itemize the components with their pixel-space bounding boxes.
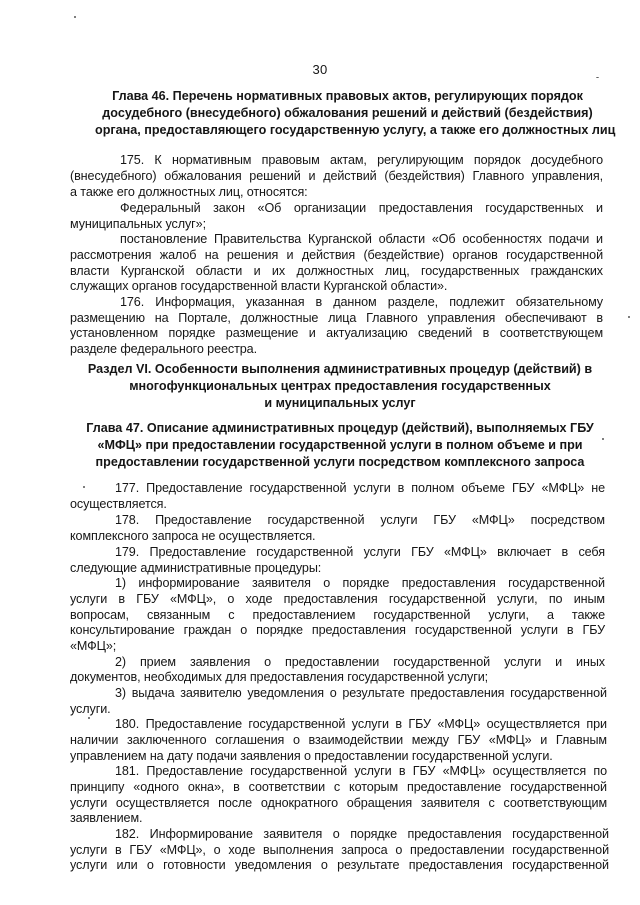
text-line: комплексного запроса не осуществляется. (70, 529, 316, 543)
heading-line: Глава 47. Описание административных процедур (действий), выполняемых ГБУ (86, 421, 594, 435)
heading-line: предоставлении государственной услуги посредством комплексного запроса (95, 455, 585, 469)
text-line: наличии заключенного соглашения о взаимодействии между ГБУ «МФЦ» и Главным (70, 733, 607, 747)
heading-line: «МФЦ» при предоставлении государственной услуги в полном объеме и при (97, 438, 583, 452)
heading-line: и муниципальных услуг (264, 396, 416, 410)
text-line: рассмотрения жалоб на решения и действия (бездействие) органов государственной (70, 248, 603, 262)
scan-speck (83, 486, 85, 488)
text-line: консультирование граждан о порядке предоставления государственной услуги в ГБУ (70, 623, 605, 637)
text-line: (внесудебного) обжалования решений и действий (бездействия) Главного управления, (70, 169, 603, 183)
scan-speck (74, 16, 76, 18)
text-line: принципу «одного окна», в соответствии с которым предоставление государственной (70, 780, 607, 794)
text-line: установленном порядке размещение и актуализацию сведений в соответствующем (70, 326, 603, 340)
text-line: а также его должностных лиц, относятся: (70, 185, 308, 199)
scan-speck (88, 717, 90, 719)
text-line: вопросам, связанным с предоставлением государственной услуги, а также (70, 608, 605, 622)
text-line: услуги или о готовности уведомления о результате предоставления государственной (70, 858, 609, 872)
text-line: 179. Предоставление государственной услуги ГБУ «МФЦ» включает в себя (115, 545, 605, 559)
text-line: 177. Предоставление государственной услуги в полном объеме ГБУ «МФЦ» не (115, 481, 605, 495)
text-line: 175. К нормативным правовым актам, регулирующим порядок досудебного (120, 153, 603, 167)
section-6-heading (80, 361, 600, 412)
scan-speck (596, 77, 599, 78)
text-line: размещению на Портале, должностные лица Главного управления обеспечивают в (70, 311, 603, 325)
text-line: Федеральный закон «Об организации предоставления государственных и (120, 201, 603, 215)
text-line: услуги в ГБУ «МФЦ», о ходе предоставления государственной услуги, по иным (70, 592, 605, 606)
scan-speck (602, 438, 604, 440)
text-line: 181. Предоставление государственной услуги в ГБУ «МФЦ» осуществляется по (115, 764, 607, 778)
chapter-46-heading (95, 88, 616, 139)
text-line: 176. Информация, указанная в данном разделе, подлежит обязательному (120, 295, 603, 309)
text-line: следующие административные процедуры: (70, 561, 322, 575)
text-line: разделе федерального реестра. (70, 342, 257, 356)
text-line: осуществляется. (70, 497, 167, 511)
text-line: услуги в ГБУ «МФЦ», о ходе выполнения запроса о предоставлении государственной (70, 843, 609, 857)
text-line: 178. Предоставление государственной услуги ГБУ «МФЦ» посредством (115, 513, 605, 527)
text-line: постановление Правительства Курганской области «Об особенностях подачи и (120, 232, 603, 246)
heading-line: досудебного (внесудебного) обжалования решений и действий (бездействия) (102, 106, 593, 120)
text-line: 1) информирование заявителя о порядке предоставления государственной (115, 576, 605, 590)
chapter-47-heading (80, 420, 600, 471)
page-number: 30 (312, 62, 328, 77)
heading-line: Раздел VI. Особенности выполнения административных процедур (действий) в (87, 362, 593, 376)
text-line: управлением на дату подачи заявления о предоставлении государственной услуги. (70, 749, 553, 763)
heading-line: многофункциональных центрах предоставления государственных (129, 379, 551, 393)
text-line: услуги осуществляется после однократного обращения заявителя с соответствующим (70, 796, 607, 810)
text-line: 3) выдача заявителю уведомления о результате предоставления государственной (115, 686, 607, 700)
text-line: услуги. (70, 702, 111, 716)
text-line: документов, необходимых для предоставления государственной услуги; (70, 670, 489, 684)
text-line: муниципальных услуг»; (70, 217, 206, 231)
text-line: заявлением. (70, 811, 143, 825)
text-line: 2) прием заявления о предоставлении государственной услуги и иных (115, 655, 605, 669)
heading-line: Глава 46. Перечень нормативных правовых актов, регулирующих порядок (112, 89, 583, 103)
text-line: 180. Предоставление государственной услуги в ГБУ «МФЦ» осуществляется при (115, 717, 607, 731)
scan-speck (628, 316, 630, 318)
text-line: «МФЦ»; (70, 639, 117, 653)
text-line: власти Курганской области и их должностных лиц, государственных гражданских (70, 264, 603, 278)
text-line: служащих органов государственной власти Курганской области». (70, 279, 448, 293)
text-line: 182. Информирование заявителя о порядке предоставления государственной (115, 827, 609, 841)
heading-line: органа, предоставляющего государственную услугу, а также его должностных лиц (95, 123, 616, 137)
